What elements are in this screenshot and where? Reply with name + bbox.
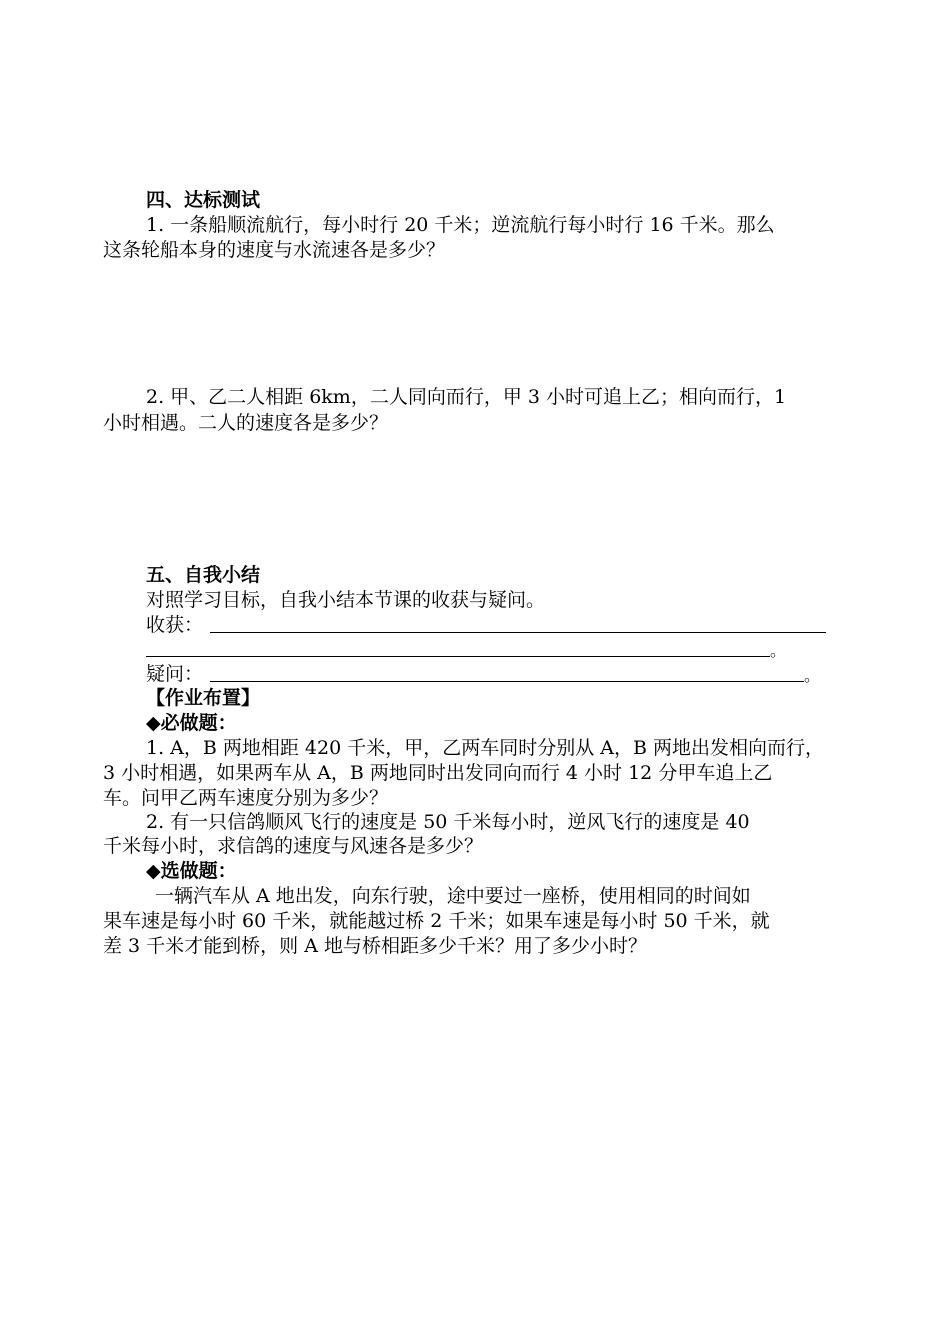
homework-heading: 【作业布置】	[146, 687, 261, 709]
gain-end-mark: 。	[770, 641, 787, 660]
required-heading: ◆必做题：	[146, 712, 237, 734]
optional-heading: ◆选做题：	[146, 860, 237, 882]
gain-answer-line-1[interactable]	[210, 632, 826, 633]
doubt-end-mark: 。	[804, 666, 821, 685]
question-2-line-2: 小时相遇。二人的速度各是多少？	[103, 412, 389, 434]
section-heading-summary: 五、自我小结	[146, 564, 261, 586]
doubt-answer-line[interactable]	[210, 681, 804, 682]
required-2-line-1: 2. 有一只信鸽顺风飞行的速度是 50 千米每小时，逆风飞行的速度是 40	[146, 811, 750, 833]
question-1-line-1: 1. 一条船顺流航行，每小时行 20 千米；逆流航行每小时行 16 千米。那么	[146, 214, 775, 236]
question-2-line-1: 2. 甲、乙二人相距 6km，二人同向而行，甲 3 小时可追上乙；相向而行，1	[146, 386, 787, 408]
required-2-line-2: 千米每小时，求信鸽的速度与风速各是多少？	[103, 835, 484, 857]
optional-line-1: 一辆汽车从 A 地出发，向东行驶，途中要过一座桥，使用相同的时间如	[155, 885, 751, 907]
optional-line-3: 差 3 千米才能到桥，则 A 地与桥相距多少千米？用了多少小时？	[103, 935, 647, 957]
required-1-line-3: 车。问甲乙两车速度分别为多少？	[103, 787, 389, 809]
question-1-line-2: 这条轮船本身的速度与水流速各是多少？	[103, 239, 446, 261]
gain-answer-line-2[interactable]	[146, 656, 770, 657]
optional-line-2: 果车速是每小时 60 千米，就能越过桥 2 千米；如果车速是每小时 50 千米，就	[103, 910, 770, 932]
gain-label: 收获：	[146, 614, 204, 636]
required-1-line-1: 1. A，B 两地相距 420 千米，甲，乙两车同时分别从 A，B 两地出发相向而行，	[146, 737, 824, 759]
required-1-line-2: 3 小时相遇，如果两车从 A，B 两地同时出发同向而行 4 小时 12 分甲车追上乙	[103, 762, 773, 784]
section-heading-test: 四、达标测试	[146, 189, 261, 211]
summary-intro: 对照学习目标，自我小结本节课的收获与疑问。	[146, 589, 546, 611]
doubt-label: 疑问：	[146, 663, 204, 685]
